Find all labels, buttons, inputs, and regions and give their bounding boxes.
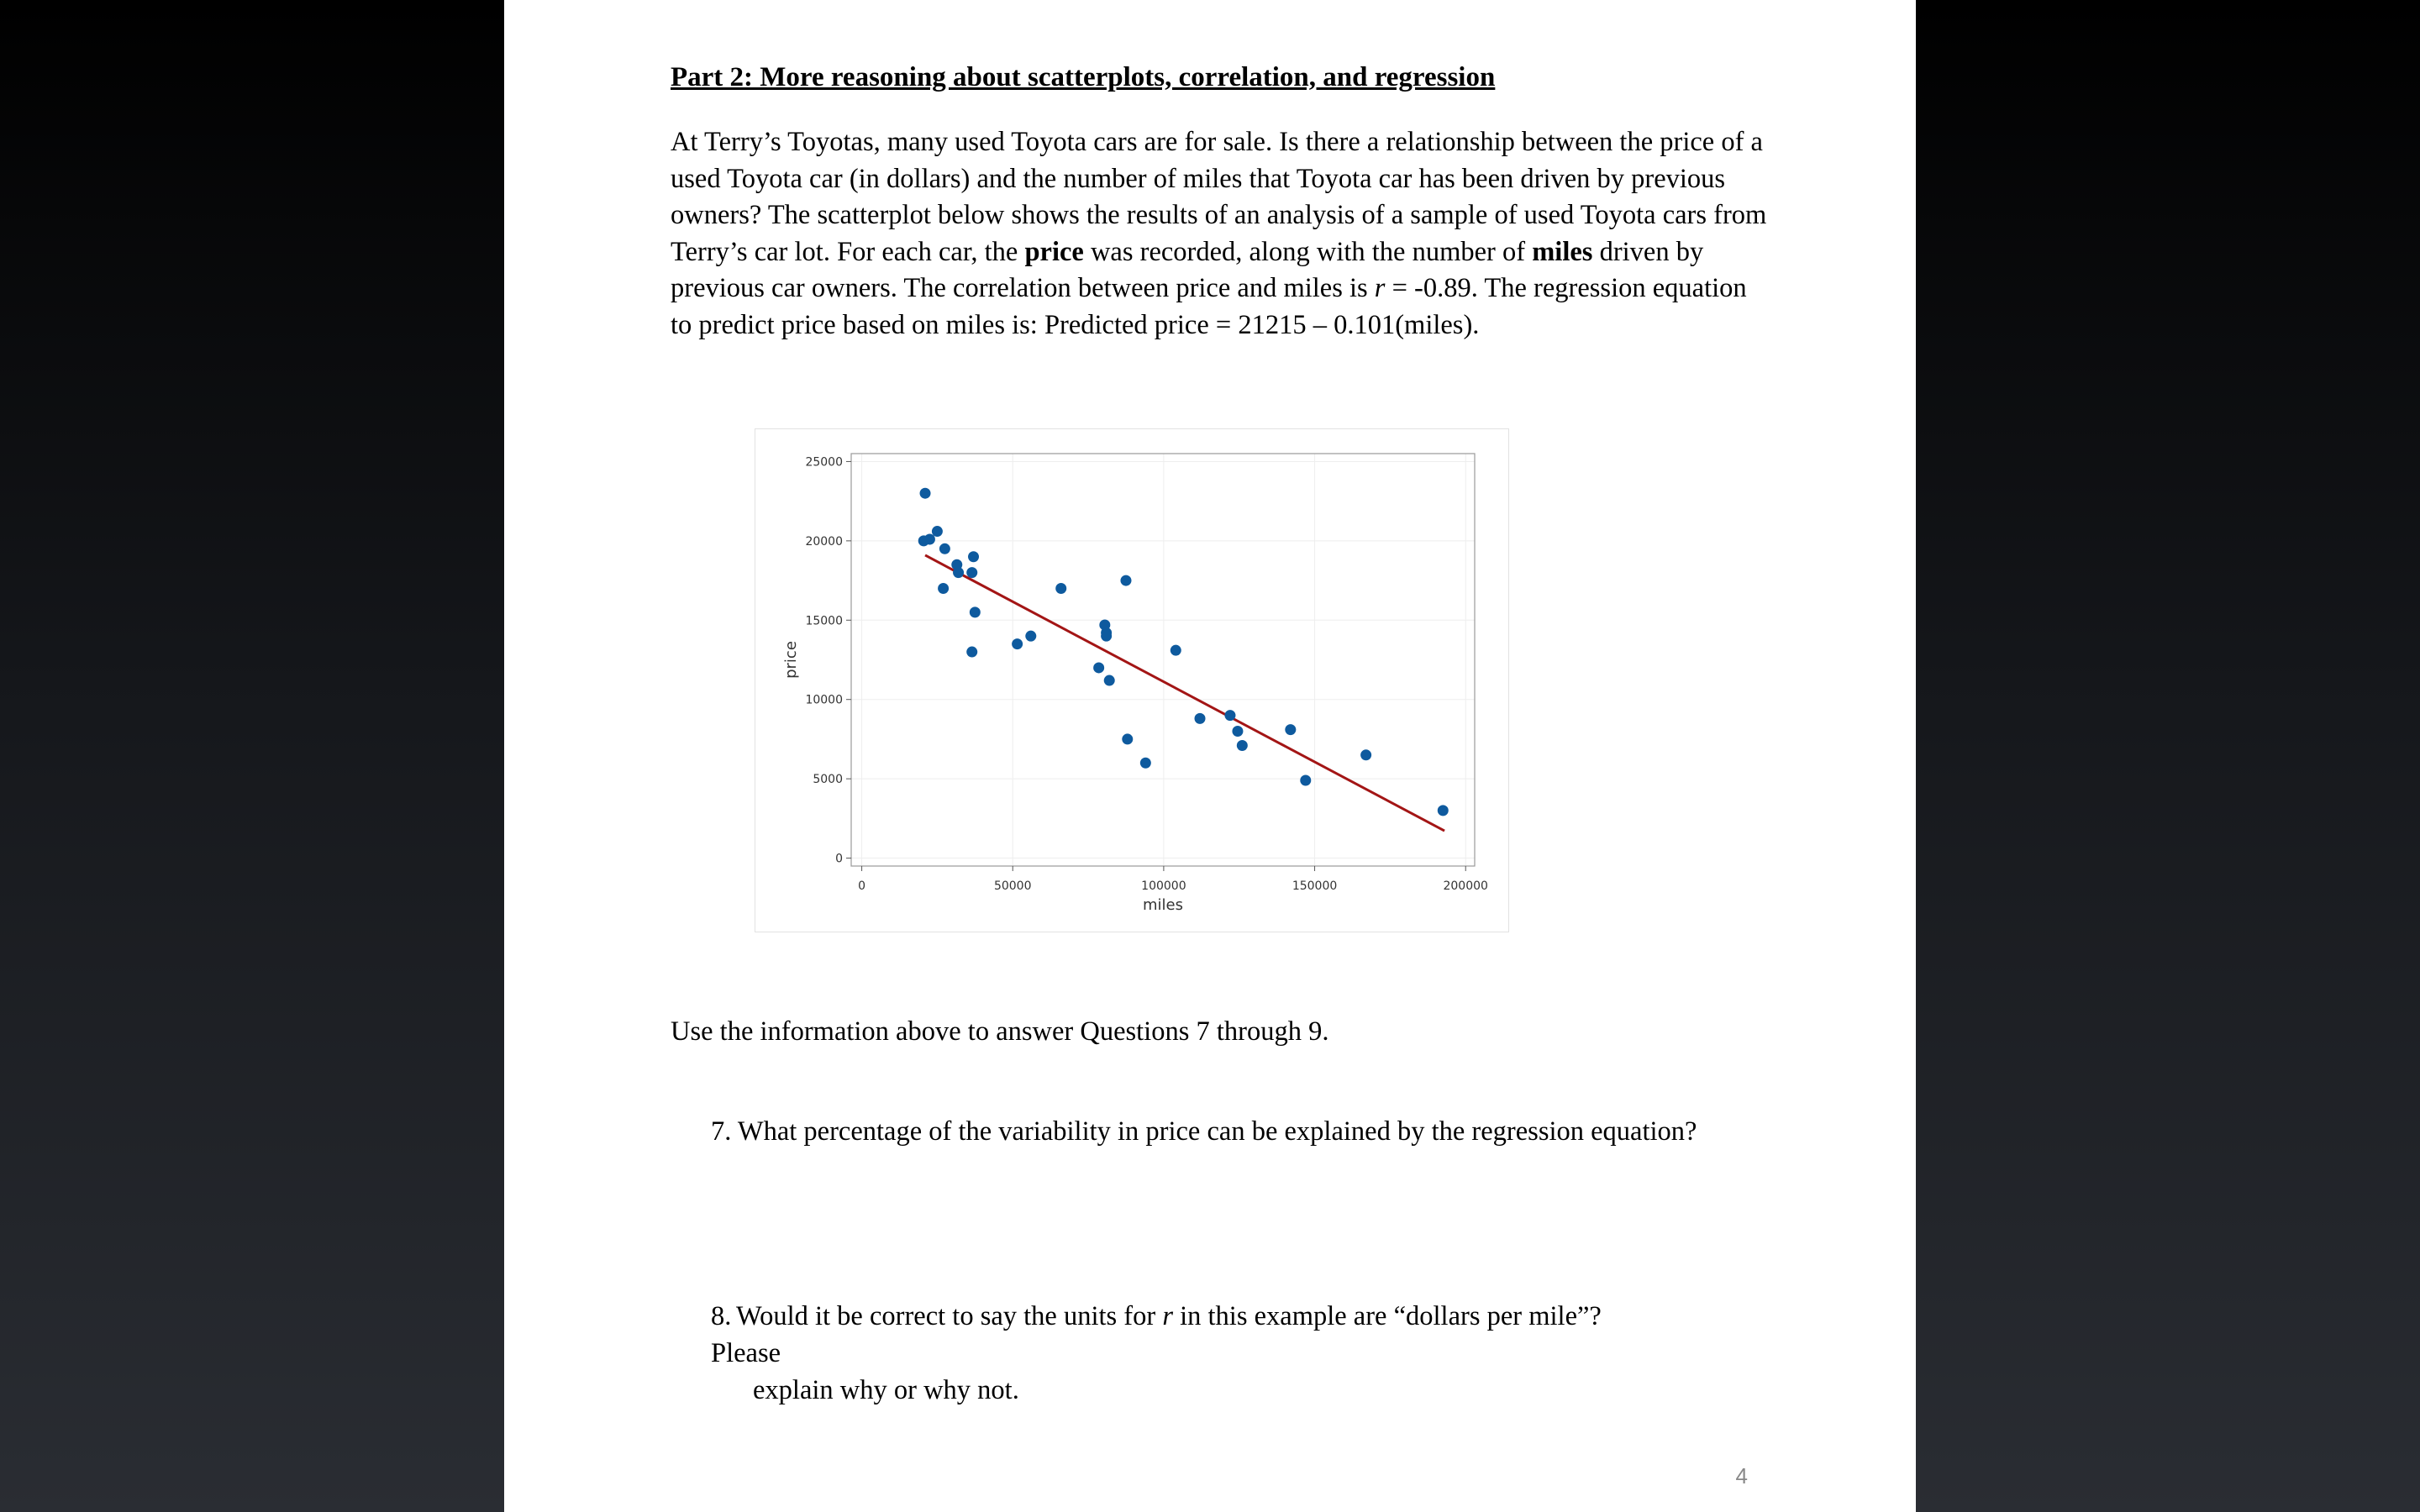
question-8 [711, 1298, 1677, 1409]
data-point [1101, 631, 1112, 642]
x-tick-label: 200000 [1443, 879, 1488, 893]
q8-r-symbol: r [1162, 1301, 1173, 1331]
y-tick-label: 25000 [805, 455, 843, 470]
q8-text-b: in this example are “dollars per mile”? Please [711, 1301, 1602, 1368]
y-tick-label: 20000 [805, 534, 843, 549]
y-tick-label: 0 [835, 852, 843, 866]
q7-text: What percentage of the variability in price can be explained by the regression equation? [737, 1116, 1697, 1147]
q7-number: 7. [711, 1116, 732, 1147]
y-tick-label: 10000 [805, 693, 843, 707]
y-axis-label: price [782, 641, 800, 679]
document-page [504, 0, 1916, 1512]
para-text-2: was recorded, along with the number of [1083, 236, 1533, 267]
data-point [1055, 583, 1066, 594]
q8-text-c: explain why or why not. [753, 1375, 1019, 1405]
data-point [1300, 775, 1311, 786]
x-tick-label: 150000 [1292, 879, 1338, 893]
data-point [924, 533, 935, 544]
data-point [1122, 733, 1133, 744]
section-heading: Part 2: More reasoning about scatterplots, correlation, and regression [671, 62, 1496, 92]
data-point [966, 647, 977, 658]
para-text-3: driven by previous car owners. The correlation between price and miles is [671, 236, 1704, 304]
data-point [938, 583, 949, 594]
data-point [1224, 710, 1235, 721]
data-point [1171, 645, 1181, 656]
x-tick-label: 100000 [1141, 879, 1186, 893]
questions-intro: Use the information above to answer Questions 7 through 9. [671, 1016, 1329, 1047]
para-text-4: = -0.89. The regression equation to predict price based on miles is: Predicted price = 21215 – 0.101(miles). [671, 273, 1747, 340]
intro-paragraph [671, 124, 1771, 344]
q8-number: 8. [711, 1301, 732, 1331]
data-point [920, 488, 931, 499]
data-point [1140, 758, 1151, 769]
page-number: 4 [1735, 1463, 1748, 1488]
data-point [953, 567, 964, 578]
plot-area [851, 454, 1475, 866]
q8-text-a: Would it be correct to say the units for [736, 1301, 1163, 1331]
y-tick-label: 15000 [805, 614, 843, 628]
bold-miles: miles [1532, 236, 1593, 267]
data-point [1237, 740, 1248, 751]
data-point [1120, 575, 1131, 586]
data-point [1285, 724, 1296, 735]
para-text-1: At Terry’s Toyotas, many used Toyota cars are for sale. Is there a relationship between the price of a used Toyota car (in dollars) and the number of miles that Toyota car has been driven by previous owners? The scatterplot below shows the results of an analysis of a sample of used Toyota cars from Terry’s car lot. For each car, the [671, 127, 1767, 267]
bold-price: price [1024, 236, 1084, 267]
data-point [1360, 749, 1371, 760]
scatterplot-figure [755, 428, 1509, 932]
y-tick-label: 5000 [813, 773, 843, 787]
data-point [1093, 662, 1104, 673]
data-point [1195, 713, 1206, 724]
r-symbol: r [1374, 273, 1386, 304]
x-tick-label: 50000 [993, 879, 1032, 893]
data-point [966, 567, 977, 578]
data-point [939, 543, 950, 554]
data-point [1232, 726, 1243, 737]
x-tick-label: 0 [858, 879, 866, 893]
x-axis-label: miles [1143, 896, 1183, 914]
data-point [1104, 675, 1115, 686]
scatterplot-svg [755, 429, 1508, 932]
data-point [1012, 638, 1023, 649]
data-point [1438, 805, 1449, 816]
data-point [1025, 631, 1036, 642]
question-7 [711, 1113, 1697, 1150]
data-point [932, 526, 943, 537]
data-point [968, 551, 979, 562]
data-point [970, 606, 981, 617]
regression-line [925, 555, 1444, 831]
